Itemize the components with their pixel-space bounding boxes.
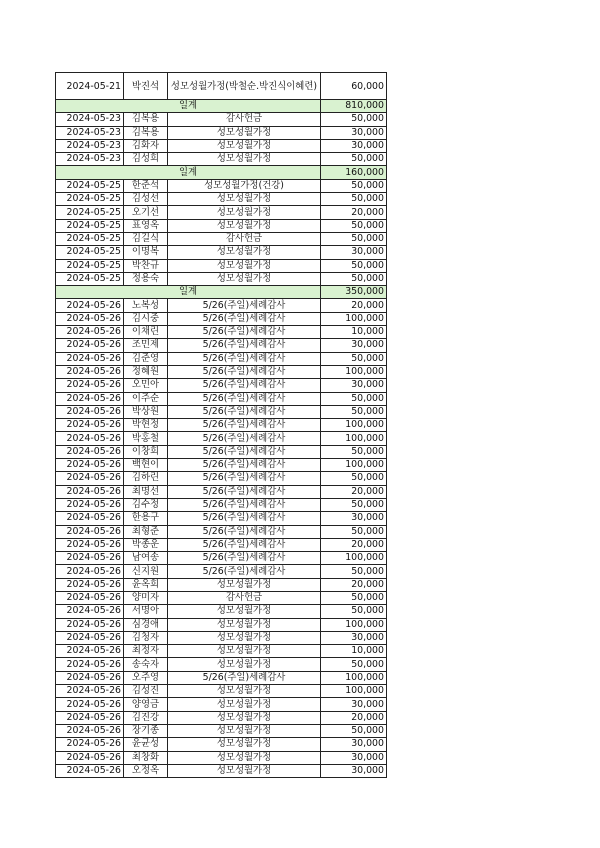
entry-description: 성모성월가정 bbox=[168, 259, 321, 272]
entry-description: 5/26(주일)세례감사 bbox=[168, 339, 321, 352]
ledger-row bbox=[56, 645, 387, 658]
donor-name: 장기종 bbox=[124, 724, 168, 737]
entry-amount: 50,000 bbox=[321, 565, 387, 578]
donor-name: 오주영 bbox=[124, 671, 168, 684]
ledger-row bbox=[56, 698, 387, 711]
ledger-row bbox=[56, 365, 387, 378]
entry-description: 성모성월가정 bbox=[168, 618, 321, 631]
donor-name: 김복용 bbox=[124, 113, 168, 126]
entry-date: 2024-05-26 bbox=[56, 445, 124, 458]
entry-description: 성모성월가정 bbox=[168, 153, 321, 166]
ledger-row bbox=[56, 764, 387, 777]
entry-date: 2024-05-25 bbox=[56, 259, 124, 272]
donor-name: 서명아 bbox=[124, 605, 168, 618]
entry-date: 2024-05-26 bbox=[56, 552, 124, 565]
entry-date: 2024-05-26 bbox=[56, 724, 124, 737]
subtotal-amount: 810,000 bbox=[321, 100, 387, 113]
donor-name: 한준석 bbox=[124, 179, 168, 192]
entry-date: 2024-05-26 bbox=[56, 326, 124, 339]
donor-name: 윤옥희 bbox=[124, 578, 168, 591]
ledger-row bbox=[56, 432, 387, 445]
entry-date: 2024-05-26 bbox=[56, 299, 124, 312]
ledger-row bbox=[56, 419, 387, 432]
entry-date: 2024-05-26 bbox=[56, 392, 124, 405]
subtotal-row bbox=[56, 286, 387, 299]
entry-date: 2024-05-23 bbox=[56, 139, 124, 152]
entry-date: 2024-05-26 bbox=[56, 365, 124, 378]
donor-name: 백현이 bbox=[124, 459, 168, 472]
entry-date: 2024-05-23 bbox=[56, 113, 124, 126]
entry-description: 5/26(주일)세례감사 bbox=[168, 552, 321, 565]
ledger-row bbox=[56, 206, 387, 219]
ledger-row bbox=[56, 312, 387, 325]
entry-date: 2024-05-26 bbox=[56, 352, 124, 365]
entry-description: 감사헌금 bbox=[168, 113, 321, 126]
ledger-row bbox=[56, 552, 387, 565]
entry-date: 2024-05-26 bbox=[56, 339, 124, 352]
donor-name: 심경애 bbox=[124, 618, 168, 631]
entry-description: 5/26(주일)세례감사 bbox=[168, 312, 321, 325]
ledger-row bbox=[56, 219, 387, 232]
entry-amount: 30,000 bbox=[321, 751, 387, 764]
entry-date: 2024-05-26 bbox=[56, 578, 124, 591]
entry-description: 5/26(주일)세례감사 bbox=[168, 498, 321, 511]
entry-description: 감사헌금 bbox=[168, 232, 321, 245]
ledger-row bbox=[56, 126, 387, 139]
entry-amount: 50,000 bbox=[321, 498, 387, 511]
entry-amount: 50,000 bbox=[321, 724, 387, 737]
entry-amount: 50,000 bbox=[321, 525, 387, 538]
donor-name: 정혜원 bbox=[124, 365, 168, 378]
donor-name: 박종운 bbox=[124, 538, 168, 551]
entry-date: 2024-05-25 bbox=[56, 272, 124, 285]
entry-amount: 50,000 bbox=[321, 658, 387, 671]
ledger-body bbox=[56, 73, 387, 778]
donor-name: 김준영 bbox=[124, 352, 168, 365]
entry-date: 2024-05-26 bbox=[56, 618, 124, 631]
entry-date: 2024-05-23 bbox=[56, 153, 124, 166]
donor-name: 이창희 bbox=[124, 445, 168, 458]
donor-name: 김청자 bbox=[124, 631, 168, 644]
entry-date: 2024-05-26 bbox=[56, 472, 124, 485]
ledger-row bbox=[56, 352, 387, 365]
entry-date: 2024-05-26 bbox=[56, 459, 124, 472]
ledger-row bbox=[56, 193, 387, 206]
entry-amount: 50,000 bbox=[321, 113, 387, 126]
entry-date: 2024-05-25 bbox=[56, 193, 124, 206]
ledger-row bbox=[56, 512, 387, 525]
entry-amount: 100,000 bbox=[321, 312, 387, 325]
ledger-row bbox=[56, 578, 387, 591]
entry-date: 2024-05-26 bbox=[56, 698, 124, 711]
subtotal-label: 일계 bbox=[56, 286, 321, 299]
entry-date: 2024-05-26 bbox=[56, 538, 124, 551]
subtotal-amount: 160,000 bbox=[321, 166, 387, 179]
donor-name: 박현정 bbox=[124, 419, 168, 432]
entry-description: 5/26(주일)세례감사 bbox=[168, 671, 321, 684]
ledger-row bbox=[56, 73, 387, 100]
subtotal-row bbox=[56, 100, 387, 113]
entry-amount: 50,000 bbox=[321, 232, 387, 245]
entry-date: 2024-05-26 bbox=[56, 685, 124, 698]
entry-amount: 20,000 bbox=[321, 299, 387, 312]
entry-description: 성모성월가정 bbox=[168, 578, 321, 591]
entry-description: 성모성월가정 bbox=[168, 193, 321, 206]
entry-amount: 60,000 bbox=[321, 73, 387, 100]
ledger-row bbox=[56, 379, 387, 392]
subtotal-label: 일계 bbox=[56, 166, 321, 179]
entry-date: 2024-05-26 bbox=[56, 671, 124, 684]
entry-description: 성모성월가정 bbox=[168, 711, 321, 724]
ledger-row bbox=[56, 738, 387, 751]
donor-name: 윤균성 bbox=[124, 738, 168, 751]
entry-date: 2024-05-26 bbox=[56, 631, 124, 644]
ledger-row bbox=[56, 232, 387, 245]
entry-description: 5/26(주일)세례감사 bbox=[168, 565, 321, 578]
entry-date: 2024-05-26 bbox=[56, 498, 124, 511]
ledger-row bbox=[56, 525, 387, 538]
entry-date: 2024-05-26 bbox=[56, 432, 124, 445]
ledger-row bbox=[56, 405, 387, 418]
donor-name: 이명복 bbox=[124, 246, 168, 259]
entry-description: 5/26(주일)세례감사 bbox=[168, 326, 321, 339]
donor-name: 박홍철 bbox=[124, 432, 168, 445]
entry-date: 2024-05-26 bbox=[56, 485, 124, 498]
donor-name: 노복성 bbox=[124, 299, 168, 312]
entry-description: 5/26(주일)세례감사 bbox=[168, 432, 321, 445]
ledger-row bbox=[56, 272, 387, 285]
entry-description: 성모성월가정 bbox=[168, 738, 321, 751]
entry-date: 2024-05-26 bbox=[56, 512, 124, 525]
donor-name: 김길식 bbox=[124, 232, 168, 245]
entry-amount: 30,000 bbox=[321, 339, 387, 352]
ledger-row bbox=[56, 538, 387, 551]
ledger-row bbox=[56, 139, 387, 152]
entry-amount: 30,000 bbox=[321, 764, 387, 777]
donor-name: 표영옥 bbox=[124, 219, 168, 232]
entry-date: 2024-05-26 bbox=[56, 645, 124, 658]
donor-name: 오기선 bbox=[124, 206, 168, 219]
donor-name: 최정자 bbox=[124, 645, 168, 658]
donor-name: 남여송 bbox=[124, 552, 168, 565]
entry-description: 5/26(주일)세례감사 bbox=[168, 512, 321, 525]
entry-description: 성모성월가정 bbox=[168, 658, 321, 671]
ledger-row bbox=[56, 113, 387, 126]
entry-date: 2024-05-26 bbox=[56, 605, 124, 618]
ledger-row bbox=[56, 751, 387, 764]
donor-name: 오정옥 bbox=[124, 764, 168, 777]
entry-amount: 30,000 bbox=[321, 379, 387, 392]
entry-date: 2024-05-26 bbox=[56, 591, 124, 604]
entry-description: 성모성월가정 bbox=[168, 764, 321, 777]
donor-name: 송숙자 bbox=[124, 658, 168, 671]
donor-name: 이주순 bbox=[124, 392, 168, 405]
entry-description: 성모성월가정 bbox=[168, 272, 321, 285]
entry-date: 2024-05-26 bbox=[56, 565, 124, 578]
entry-date: 2024-05-25 bbox=[56, 219, 124, 232]
donor-name: 김성진 bbox=[124, 685, 168, 698]
entry-description: 성모성월가정 bbox=[168, 139, 321, 152]
entry-description: 성모성월가정 bbox=[168, 605, 321, 618]
entry-amount: 50,000 bbox=[321, 472, 387, 485]
ledger-row bbox=[56, 179, 387, 192]
donor-name: 신지원 bbox=[124, 565, 168, 578]
ledger-row bbox=[56, 618, 387, 631]
ledger-row bbox=[56, 485, 387, 498]
entry-amount: 50,000 bbox=[321, 193, 387, 206]
donor-name: 최형준 bbox=[124, 525, 168, 538]
donor-name: 박찬규 bbox=[124, 259, 168, 272]
ledger-row bbox=[56, 605, 387, 618]
ledger-row bbox=[56, 685, 387, 698]
entry-date: 2024-05-26 bbox=[56, 711, 124, 724]
donor-name: 박상원 bbox=[124, 405, 168, 418]
entry-amount: 50,000 bbox=[321, 405, 387, 418]
entry-amount: 100,000 bbox=[321, 552, 387, 565]
entry-amount: 100,000 bbox=[321, 618, 387, 631]
ledger-row bbox=[56, 724, 387, 737]
entry-date: 2024-05-21 bbox=[56, 73, 124, 100]
entry-amount: 20,000 bbox=[321, 711, 387, 724]
donor-name: 김성희 bbox=[124, 153, 168, 166]
entry-amount: 100,000 bbox=[321, 671, 387, 684]
entry-amount: 100,000 bbox=[321, 685, 387, 698]
donor-name: 정용숙 bbox=[124, 272, 168, 285]
entry-amount: 50,000 bbox=[321, 352, 387, 365]
ledger-row bbox=[56, 153, 387, 166]
entry-amount: 30,000 bbox=[321, 512, 387, 525]
entry-description: 성모성월가정 bbox=[168, 698, 321, 711]
entry-description: 5/26(주일)세례감사 bbox=[168, 485, 321, 498]
entry-description: 성모성월가정(건강) bbox=[168, 179, 321, 192]
entry-description: 5/26(주일)세례감사 bbox=[168, 525, 321, 538]
entry-date: 2024-05-26 bbox=[56, 751, 124, 764]
entry-amount: 50,000 bbox=[321, 392, 387, 405]
entry-amount: 30,000 bbox=[321, 738, 387, 751]
entry-description: 성모성월가정 bbox=[168, 219, 321, 232]
entry-amount: 30,000 bbox=[321, 126, 387, 139]
donor-name: 최명선 bbox=[124, 485, 168, 498]
donor-name: 김시중 bbox=[124, 312, 168, 325]
entry-description: 5/26(주일)세례감사 bbox=[168, 538, 321, 551]
donor-name: 김하린 bbox=[124, 472, 168, 485]
entry-amount: 20,000 bbox=[321, 206, 387, 219]
donor-name: 김진강 bbox=[124, 711, 168, 724]
entry-date: 2024-05-26 bbox=[56, 658, 124, 671]
entry-date: 2024-05-25 bbox=[56, 232, 124, 245]
entry-amount: 50,000 bbox=[321, 445, 387, 458]
entry-amount: 20,000 bbox=[321, 578, 387, 591]
donor-name: 한용구 bbox=[124, 512, 168, 525]
ledger-row bbox=[56, 565, 387, 578]
entry-amount: 100,000 bbox=[321, 432, 387, 445]
ledger-row bbox=[56, 392, 387, 405]
donor-name: 양영금 bbox=[124, 698, 168, 711]
entry-amount: 100,000 bbox=[321, 419, 387, 432]
ledger-row bbox=[56, 246, 387, 259]
ledger-row bbox=[56, 658, 387, 671]
ledger-row bbox=[56, 631, 387, 644]
entry-date: 2024-05-26 bbox=[56, 312, 124, 325]
entry-description: 성모성월가정(박철순.박진식이혜련) bbox=[168, 73, 321, 100]
entry-date: 2024-05-26 bbox=[56, 764, 124, 777]
ledger-row bbox=[56, 459, 387, 472]
entry-amount: 50,000 bbox=[321, 591, 387, 604]
entry-description: 5/26(주일)세례감사 bbox=[168, 352, 321, 365]
entry-description: 성모성월가정 bbox=[168, 206, 321, 219]
ledger-row bbox=[56, 591, 387, 604]
entry-amount: 30,000 bbox=[321, 246, 387, 259]
entry-description: 성모성월가정 bbox=[168, 724, 321, 737]
donor-name: 김수정 bbox=[124, 498, 168, 511]
donor-name: 조민제 bbox=[124, 339, 168, 352]
entry-description: 5/26(주일)세례감사 bbox=[168, 459, 321, 472]
ledger-row bbox=[56, 671, 387, 684]
donor-name: 박진석 bbox=[124, 73, 168, 100]
entry-amount: 50,000 bbox=[321, 219, 387, 232]
entry-description: 5/26(주일)세례감사 bbox=[168, 472, 321, 485]
entry-description: 5/26(주일)세례감사 bbox=[168, 392, 321, 405]
entry-amount: 10,000 bbox=[321, 645, 387, 658]
entry-description: 5/26(주일)세례감사 bbox=[168, 445, 321, 458]
entry-description: 성모성월가정 bbox=[168, 126, 321, 139]
entry-description: 성모성월가정 bbox=[168, 685, 321, 698]
donor-name: 오민아 bbox=[124, 379, 168, 392]
entry-amount: 30,000 bbox=[321, 698, 387, 711]
entry-amount: 20,000 bbox=[321, 485, 387, 498]
ledger-row bbox=[56, 445, 387, 458]
donor-name: 김화자 bbox=[124, 139, 168, 152]
ledger-row bbox=[56, 472, 387, 485]
entry-amount: 30,000 bbox=[321, 631, 387, 644]
entry-description: 5/26(주일)세례감사 bbox=[168, 365, 321, 378]
donor-name: 김복용 bbox=[124, 126, 168, 139]
entry-amount: 100,000 bbox=[321, 365, 387, 378]
entry-description: 5/26(주일)세례감사 bbox=[168, 299, 321, 312]
ledger-row bbox=[56, 339, 387, 352]
entry-description: 성모성월가정 bbox=[168, 631, 321, 644]
entry-amount: 50,000 bbox=[321, 179, 387, 192]
entry-date: 2024-05-25 bbox=[56, 179, 124, 192]
donor-name: 이채린 bbox=[124, 326, 168, 339]
ledger-row bbox=[56, 711, 387, 724]
entry-description: 감사헌금 bbox=[168, 591, 321, 604]
entry-amount: 50,000 bbox=[321, 153, 387, 166]
entry-amount: 10,000 bbox=[321, 326, 387, 339]
entry-date: 2024-05-26 bbox=[56, 419, 124, 432]
entry-description: 5/26(주일)세례감사 bbox=[168, 419, 321, 432]
entry-date: 2024-05-25 bbox=[56, 206, 124, 219]
entry-description: 5/26(주일)세례감사 bbox=[168, 405, 321, 418]
ledger-row bbox=[56, 259, 387, 272]
entry-description: 성모성월가정 bbox=[168, 645, 321, 658]
ledger-row bbox=[56, 326, 387, 339]
entry-amount: 30,000 bbox=[321, 139, 387, 152]
entry-date: 2024-05-26 bbox=[56, 379, 124, 392]
entry-amount: 100,000 bbox=[321, 459, 387, 472]
donation-ledger-table bbox=[55, 72, 387, 778]
subtotal-label: 일계 bbox=[56, 100, 321, 113]
entry-description: 5/26(주일)세례감사 bbox=[168, 379, 321, 392]
entry-date: 2024-05-26 bbox=[56, 405, 124, 418]
entry-amount: 50,000 bbox=[321, 605, 387, 618]
entry-amount: 20,000 bbox=[321, 538, 387, 551]
entry-amount: 50,000 bbox=[321, 259, 387, 272]
donor-name: 김성선 bbox=[124, 193, 168, 206]
entry-date: 2024-05-23 bbox=[56, 126, 124, 139]
donor-name: 최창화 bbox=[124, 751, 168, 764]
entry-amount: 50,000 bbox=[321, 272, 387, 285]
entry-date: 2024-05-25 bbox=[56, 246, 124, 259]
subtotal-amount: 350,000 bbox=[321, 286, 387, 299]
subtotal-row bbox=[56, 166, 387, 179]
entry-date: 2024-05-26 bbox=[56, 525, 124, 538]
ledger-row bbox=[56, 299, 387, 312]
entry-description: 성모성월가정 bbox=[168, 246, 321, 259]
entry-date: 2024-05-26 bbox=[56, 738, 124, 751]
ledger-row bbox=[56, 498, 387, 511]
donor-name: 양미자 bbox=[124, 591, 168, 604]
entry-description: 성모성월가정 bbox=[168, 751, 321, 764]
